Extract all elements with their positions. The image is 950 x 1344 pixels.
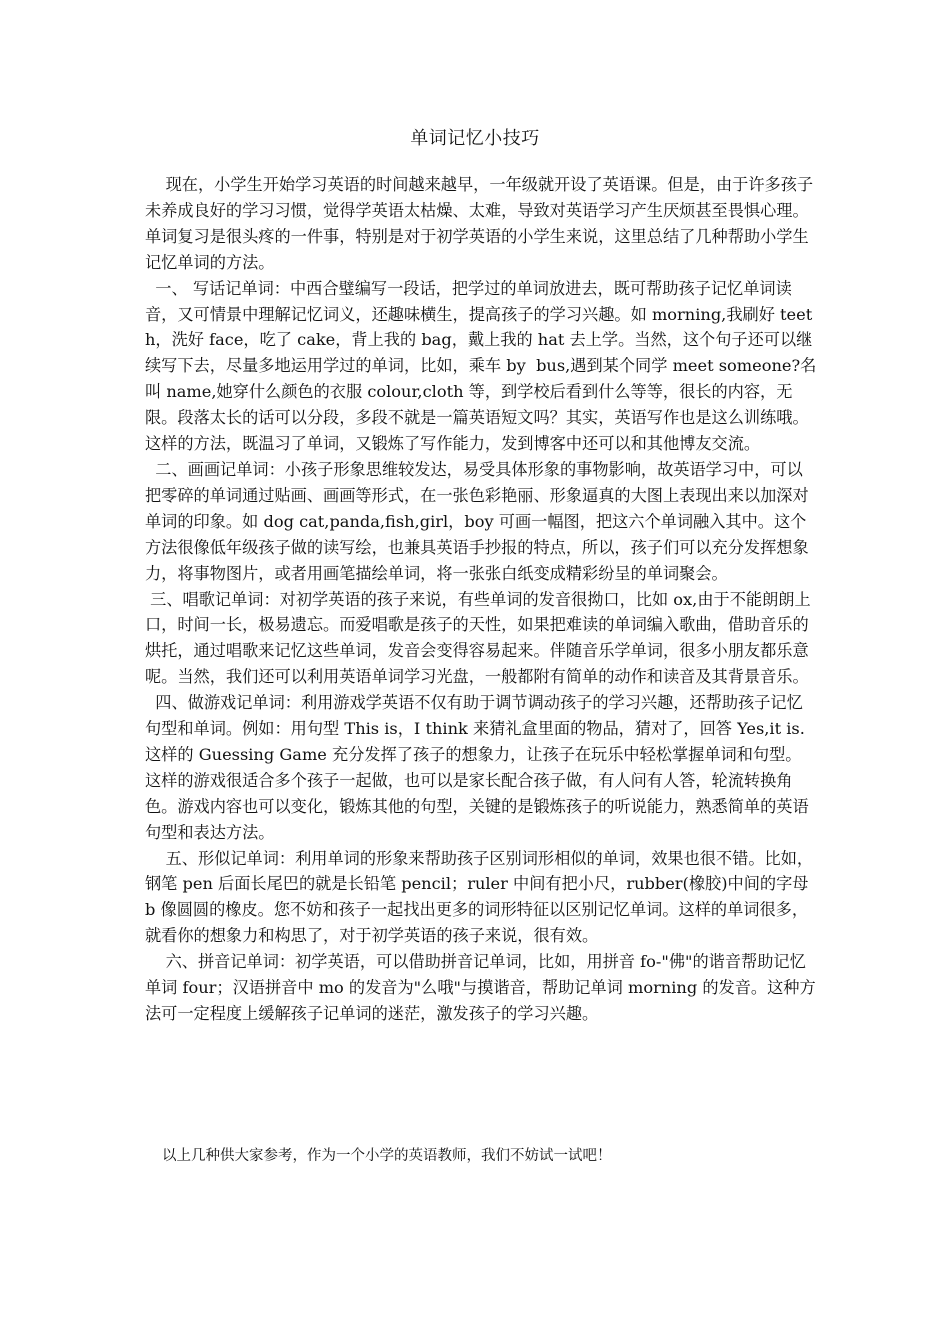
method-game-paragraph: 四、做游戏记单词：利用游戏学英语不仅有助于调节调动孩子的学习兴趣，还帮助孩子记忆句型和单词。例如：用句型 This is，I think 来猜礼盒里面的物品，猜对了，回答 Yes,it is.这样的 Guessing Game 充分发挥了孩子的想象力，让孩子在玩乐中轻松掌握单词和句型。这样的游戏很适合多个孩子一起做，也可以是家长配合孩子做，有人问有人答，轮流转换角色。游戏内容也可以变化，锻炼其他的句型，关键的是锻炼孩子的听说能力，熟悉简单的英语句型和表达方法。: [145, 693, 809, 842]
method-shape-paragraph: 五、形似记单词：利用单词的形象来帮助孩子区别词形相似的单词，效果也很不错。比如，钢笔 pen 后面长尾巴的就是长铅笔 pencil；ruler 中间有把小尺，rubber(橡胶)中间的字母 b 像圆圆的橡皮。您不妨和孩子一起找出更多的词形特征以区别记忆单词。这样的单词很多，就看你的想象力和构思了，对于初学英语的孩子来说，很有效。: [145, 848, 814, 946]
closing-sentence: 以上几种供大家参考，作为一个小学的英语教师，我们不妨试一试吧！: [162, 1148, 612, 1164]
method-writing-paragraph: 一、 写话记单词：中西合璧编写一段话，把学过的单词放进去，既可帮助孩子记忆单词读音，又可情景中理解记忆词义，还趣味横生，提高孩子的学习兴趣。如 morning,我刷好 teeth，洗好 face，吃了 cake，背上我的 bag，戴上我的 hat 去上学。当然，这个句子还可以继续写下去，尽量多地运用学过的单词，比如，乘车 by bus,遇到某个同学 meet someone?名叫 name,她穿什么颜色的衣服 colour,cloth 等，到学校后看到什么等等，很长的内容，无限。段落太长的话可以分段，多段不就是一篇英语短文吗？其实，英语写作也是这么训练哦。这样的方法，既温习了单词，又锻炼了写作能力，发到博客中还可以和其他博友交流。: [145, 278, 817, 454]
document-title: 单词记忆小技巧: [410, 128, 540, 149]
method-drawing-paragraph: 二、画画记单词：小孩子形象思维较发达，易受具体形象的事物影响，故英语学习中，可以把零碎的单词通过贴画、画画等形式，在一张色彩艳丽、形象逼真的大图上表现出来以加深对单词的印象。如 dog cat,panda,fish,girl，boy 可画一幅图，把这六个单词融入其中。这个方法很像低年级孩子做的读写绘，也兼具英语手抄报的特点，所以，孩子们可以充分发挥想象力，将事物图片，或者用画笔描绘单词，将一张张白纸变成精彩纷呈的单词聚会。: [145, 459, 809, 583]
document-body: [145, 172, 817, 1027]
method-pinyin-paragraph: 六、拼音记单词：初学英语，可以借助拼音记单词，比如，用拼音 fo-"佛"的谐音帮助记忆单词 four；汉语拼音中 mo 的发音为"么哦"与摸谐音，帮助记单词 morning 的发音。这种方法可一定程度上缓解孩子记单词的迷茫，激发孩子的学习兴趣。: [145, 952, 816, 1023]
intro-paragraph: 现在，小学生开始学习英语的时间越来越早，一年级就开设了英语课。但是，由于许多孩子未养成良好的学习习惯，觉得学英语太枯燥、太难，导致对英语学习产生厌烦甚至畏惧心理。 单词复习是很头疼的一件事，特别是对于初学英语的小学生来说，这里总结了几种帮助小学生记忆单词的方法。: [145, 175, 814, 272]
method-singing-paragraph: 三、唱歌记单词：对初学英语的孩子来说，有些单词的发音很拗口，比如 ox,由于不能朗朗上口，时间一长，极易遗忘。而爱唱歌是孩子的天性，如果把难读的单词编入歌曲，借助音乐的烘托，通过唱歌来记忆这些单词，发音会变得容易起来。伴随音乐学单词，很多小朋友都乐意呢。当然，我们还可以利用英语单词学习光盘，一般都附有简单的动作和读音及其背景音乐。: [145, 589, 811, 687]
